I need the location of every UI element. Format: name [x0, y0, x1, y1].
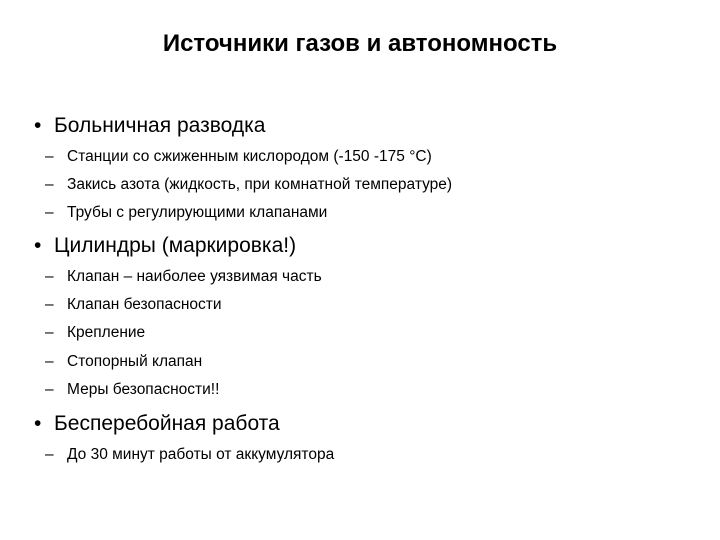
sub-bullet-text: Трубы с регулирующими клапанами [67, 204, 328, 221]
bullet-marker: • [34, 234, 42, 257]
sub-bullet-marker: – [45, 268, 54, 285]
sub-bullet-item [45, 352, 202, 372]
sub-bullet-text: Меры безопасности!! [67, 381, 220, 398]
sub-bullet-item [45, 203, 327, 223]
sub-bullet-item [45, 323, 145, 343]
bullet-item [34, 113, 265, 139]
sub-bullet-marker: – [45, 324, 54, 341]
sub-bullet-text: Клапан безопасности [67, 296, 222, 313]
bullet-text: Бесперебойная работа [54, 412, 280, 435]
sub-bullet-item [45, 267, 322, 287]
bullet-text: Больничная разводка [54, 114, 266, 137]
sub-bullet-item [45, 175, 452, 195]
sub-bullet-marker: – [45, 204, 54, 221]
bullet-marker: • [34, 114, 42, 137]
sub-bullet-text: Клапан – наиболее уязвимая часть [67, 268, 322, 285]
bullet-item [34, 233, 296, 259]
slide-title: Источники газов и автономность [162, 30, 558, 57]
sub-bullet-item [45, 295, 222, 315]
sub-bullet-marker: – [45, 176, 54, 193]
sub-bullet-marker: – [45, 296, 54, 313]
sub-bullet-marker: – [45, 381, 54, 398]
sub-bullet-marker: – [45, 148, 54, 165]
sub-bullet-text: До 30 минут работы от аккумулятора [67, 446, 335, 463]
bullet-marker: • [34, 412, 42, 435]
sub-bullet-marker: – [45, 446, 54, 463]
bullet-text: Цилиндры (маркировка!) [54, 234, 297, 257]
sub-bullet-text: Крепление [67, 324, 146, 341]
bullet-item [34, 411, 280, 437]
sub-bullet-item [45, 147, 432, 167]
sub-bullet-item [45, 380, 219, 400]
sub-bullet-marker: – [45, 353, 54, 370]
sub-bullet-text: Стопорный клапан [67, 353, 203, 370]
sub-bullet-text: Станции со сжиженным кислородом (-150 -175 °С) [67, 148, 432, 165]
sub-bullet-item [45, 445, 334, 465]
sub-bullet-text: Закись азота (жидкость, при комнатной температуре) [67, 176, 453, 193]
